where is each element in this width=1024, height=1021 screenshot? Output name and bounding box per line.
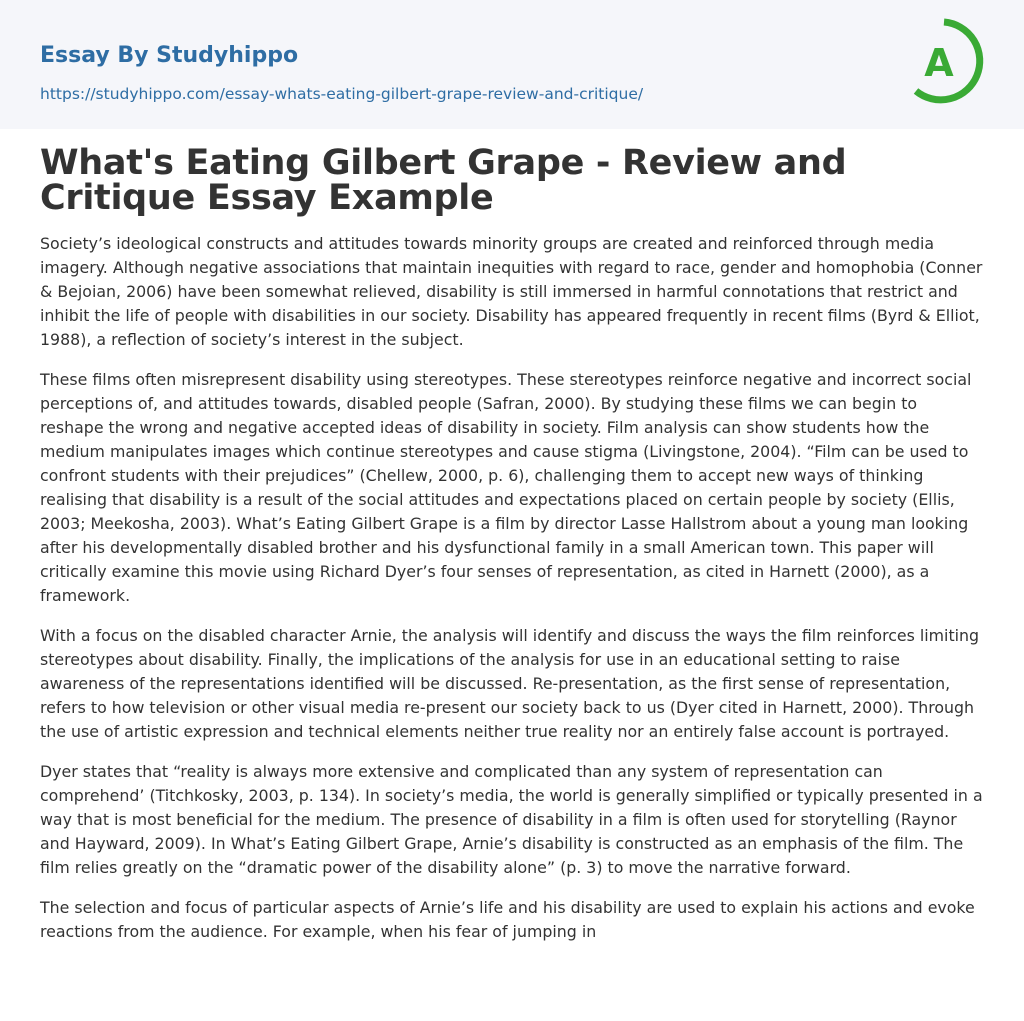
studyhippo-logo-icon[interactable] xyxy=(908,18,988,106)
site-title[interactable]: Essay By Studyhippo xyxy=(40,43,299,68)
article-paragraph-4: Dyer states that “reality is always more extensive and complicated than any system of representation can comprehend’ (Titchkosky, 2003, p. 134). In society’s media, the world is generally simplified or typically presented in a way that is most beneficial for the medium. The presence of disability in a film is often used for storytelling (Raynor and Hayward, 2009). In What’s Eating Gilbert Grape, Arnie’s disability is constructed as an emphasis of the film. The film relies greatly on the “dramatic power of the disability alone” (p. 3) to move the narrative forward. xyxy=(40,762,983,877)
article-paragraph-1: Society’s ideological constructs and attitudes towards minority groups are created and reinforced through media imagery. Although negative associations that maintain inequities with regard to race, gender and homophobia (Conner & Bejoian, 2006) have been somewhat relieved, disability is still immersed in harmful connotations that restrict and inhibit the life of people with disabilities in our society. Disability has appeared frequently in recent films (Byrd & Elliot, 1988), a reflection of society’s interest in the subject. xyxy=(40,234,983,349)
site-header xyxy=(0,0,1024,129)
page-title: What's Eating Gilbert Grape - Review and Critique Essay Example xyxy=(40,143,847,218)
essay-url-link[interactable]: https://studyhippo.com/essay-whats-eating-gilbert-grape-review-and-critique/ xyxy=(40,85,644,103)
article-paragraph-3: With a focus on the disabled character Arnie, the analysis will identify and discuss the ways the film reinforces limiting stereotypes about disability. Finally, the implications of the analysis for use in an educational setting to raise awareness of the representations identified will be discussed. Re-presentation, as the first sense of representation, refers to how television or other visual media re-present our society back to us (Dyer cited in Harnett, 2000). Through the use of artistic expression and technical elements neither true reality nor an entirely false account is portrayed. xyxy=(40,626,980,741)
article-paragraph-2: These films often misrepresent disability using stereotypes. These stereotypes reinforce negative and incorrect social perceptions of, and attitudes towards, disabled people (Safran, 2000). By studying these films we can begin to reshape the wrong and negative accepted ideas of disability in society. Film analysis can show students how the medium manipulates images which continue stereotypes and cause stigma (Livingstone, 2004). “Film can be used to confront students with their prejudices” (Chellew, 2000, p. 6), challenging them to accept new ways of thinking realising that disability is a result of the social attitudes and expectations placed on certain people by society (Ellis, 2003; Meekosha, 2003). What’s Eating Gilbert Grape is a film by director Lasse Hallstrom about a young man looking after his developmentally disabled brother and his dysfunctional family in a small American town. This paper will critically examine this movie using Richard Dyer’s four senses of representation, as cited in Harnett (2000), as a framework. xyxy=(40,370,972,605)
article-paragraph-5: The selection and focus of particular aspects of Arnie’s life and his disability are used to explain his actions and evoke reactions from the audience. For example, when his fear of jumping in xyxy=(40,898,975,941)
article-content xyxy=(40,143,984,960)
logo-letter: A xyxy=(924,41,954,85)
